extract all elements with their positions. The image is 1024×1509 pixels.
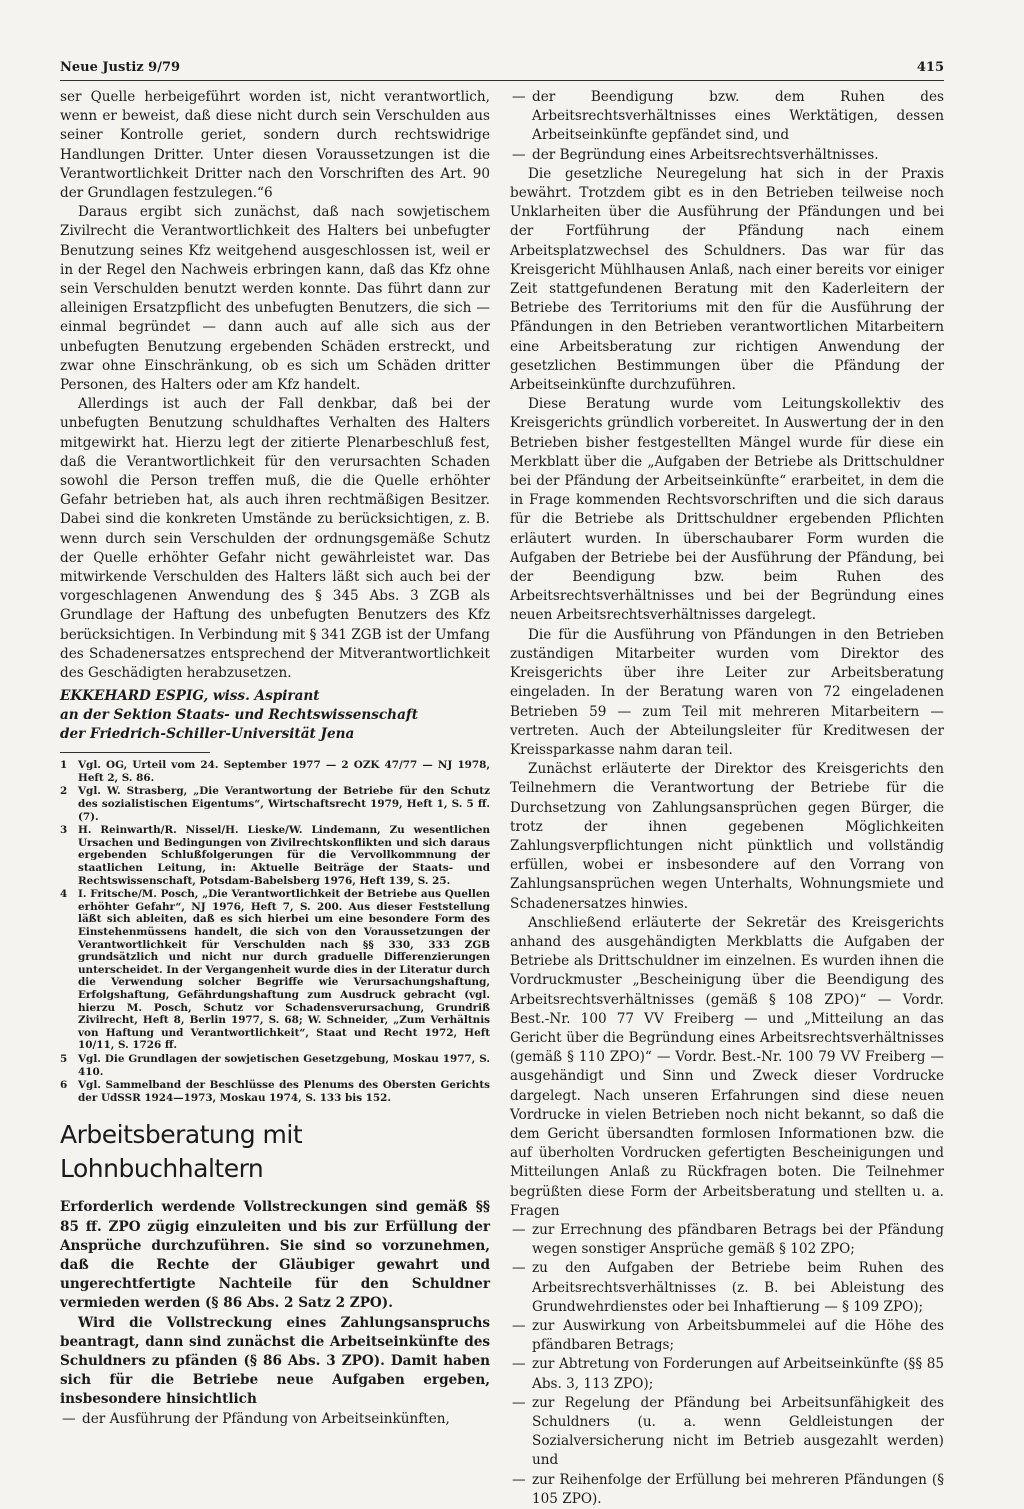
paragraph: ser Quelle herbeigeführt worden ist, nicht verantwortlich, wenn er beweist, daß diese nicht durch sein Verschulden aus seiner Kontrolle geriet, sondern durch rechtswidrige Handlungen Dritter. Unter diesen Voraussetzungen ist die Verantwortlichkeit Dritter nach den Vorschriften des Art. 90 der Grundlagen festzulegen.“6	[60, 89, 490, 202]
list-item	[510, 1259, 944, 1317]
signature-line: EKKEHARD ESPIG, wiss. Aspirant	[60, 688, 320, 705]
paragraph: Wird die Vollstreckung eines Zahlungsanspruchs beantragt, dann sind zunächst die Arbeitseinkünfte des Schuldners zu pfänden (§ 86 Abs. 3 ZPO). Damit haben sich für die Betriebe neue Aufgaben ergeben, insbesondere hinsichtlich	[60, 1314, 490, 1408]
page-number: 415	[916, 60, 944, 75]
list-item-text: zur Abtretung von Forderungen auf Arbeitseinkünfte (§§ 85 Abs. 3, 113 ZPO);	[532, 1356, 944, 1392]
dash-marker: —	[512, 1318, 526, 1334]
footnote-number: 4	[60, 888, 68, 901]
section-title: Arbeitsberatung mit Lohnbuchhaltern	[60, 1120, 303, 1184]
footnote-number: 3	[60, 824, 68, 837]
paragraph: Zunächst erläuterte der Direktor des Kreisgerichts den Teilnehmern die Verantwortung der Betriebe für die Durchsetzung von Zahlungsansprüchen gegen Bürger, die trotz der ihnen gegebenen Möglichkeiten Zahlungsverpflichtungen nicht pünktlich und vollständig erfüllen, wobei er insbesondere auf den Vorrang von Zahlungsansprüchen wegen Unterhalts, Wohnungsmiete und Schadenersatzes hinwies.	[510, 761, 944, 912]
footnote	[60, 824, 490, 887]
list-item	[510, 1394, 944, 1471]
footnote-rule	[60, 752, 210, 753]
author-signature	[60, 687, 490, 744]
footnote-text: Vgl. W. Strasberg, „Die Verantwortung der Betriebe für den Schutz des sozialistischen Eigentums“, Wirtschaftsrecht 1979, Heft 1, S. 5 ff. (7).	[78, 785, 490, 823]
left-column	[60, 88, 490, 1429]
list-item-text: zu den Aufgaben der Betriebe beim Ruhen des Arbeitsrechtsverhältnisses (z. B. bei Ableistung des Grundwehrdienstes oder bei Inhaftierung — § 109 ZPO);	[532, 1260, 944, 1315]
dash-marker: —	[512, 89, 526, 105]
list-item	[510, 1317, 944, 1355]
dash-marker: —	[512, 1221, 526, 1238]
footnote-text: I. Fritsche/M. Posch, „Die Verantwortlichkeit der Betriebe aus Quellen erhöhter Gefahr“, NJ 1976, Heft 7, S. 200. Aus dieser Feststellung läßt sich ableiten, daß es sich hierbei um eine besondere Form des Einstehenmüssens handelt, die sich von den Voraussetzungen der Verantwortlichkeit für Verschulden nach §§ 330, 333 ZGB grundsätzlich und nicht nur durch graduelle Differenzierungen unterscheidet. In der Vergangenheit wurde dies in der Literatur durch die Verwendung solcher Begriffe wie Verursachungshaftung, Erfolgshaftung, Gefährdungshaftung zum Ausdruck gebracht (vgl. hierzu M. Posch, Schutz vor Schadensverursachung, Grundriß Zivilrecht, Heft 8, Berlin 1977, S. 68; W. Schneider, „Zum Verhältnis von Haftung und Verantwortlichkeit“, Staat und Recht 1972, Heft 10/11, S. 1726 ff.	[78, 888, 490, 1052]
footnote	[60, 759, 490, 784]
list-item	[510, 88, 944, 146]
list-item-text: zur Errechnung des pfändbaren Betrags bei der Pfändung wegen sonstiger Ansprüche gemäß § 102 ZPO;	[532, 1221, 944, 1258]
list-item	[510, 1471, 944, 1509]
dash-list	[60, 1410, 490, 1429]
footnote-number: 6	[60, 1079, 68, 1092]
signature-line: der Friedrich-Schiller-Universität Jena	[60, 726, 355, 743]
list-item-text: zur Regelung der Pfändung bei Arbeitsunfähigkeit des Schuldners (u. a. wenn Geldleistungen der Sozialversicherung nicht im Betrieb ausgezahlt werden) und	[532, 1394, 944, 1469]
list-item-text: zur Auswirkung von Arbeitsbummelei auf die Höhe des pfändbaren Betrags;	[532, 1318, 944, 1354]
header-rule	[60, 80, 944, 81]
paragraph: Anschließend erläuterte der Sekretär des Kreisgerichts anhand des ausgehändigten Merkblatts die Aufgaben der Betriebe als Drittschuldner im einzelnen. Es wurden ihnen die Vordruckmuster „Bescheinigung über die Beendigung des Arbeitsrechtsverhältnisses (gemäß § 108 ZPO)“ — Vordr. Best.-Nr. 100 77 VV Freiberg — und „Mitteilung an das Gericht über die Begründung eines Arbeitsrechtsverhältnisses (gemäß § 110 ZPO)“ — Vordr. Best.-Nr. 100 79 VV Freiberg — ausgehändigt und Sinn und Zweck dieser Vordrucke dargelegt. Nach unseren Erfahrungen sind diese neuen Vordrucke in vielen Betrieben noch nicht bekannt, so daß die dem Gericht übersandten formlosen Informationen bzw. die auf überholten Vordrucken gefertigten Bescheinigungen und Mitteilungen Anlaß zu Rückfragen boten. Die Teilnehmer begrüßten diese Form der Arbeitsberatung und stellten u. a. Fragen	[510, 914, 944, 1219]
dash-list	[510, 1221, 944, 1509]
list-item-text: zur Reihenfolge der Erfüllung bei mehreren Pfändungen (§ 105 ZPO).	[532, 1471, 944, 1507]
footnote	[60, 1053, 490, 1078]
footnote-text: Vgl. Die Grundlagen der sowjetischen Gesetzgebung, Moskau 1977, S. 410.	[78, 1052, 490, 1078]
signature-line: an der Sektion Staats- und Rechtswissenschaft	[60, 707, 418, 724]
dash-marker: —	[512, 146, 526, 163]
list-item	[510, 146, 944, 165]
footnote	[60, 785, 490, 823]
paragraph: Die gesetzliche Neuregelung hat sich in der Praxis bewährt. Trotzdem gibt es in den Betrieben teilweise noch Unklarheiten über die Ausführung der Pfändungen und bei der Fortführung der Pfändung nach einem Arbeitsplatzwechsel des Schuldners. Das war für das Kreisgericht Mühlhausen Anlaß, nach einer bereits vor einiger Zeit stattgefundenen Beratung mit den Kaderleitern der Betriebe des Territoriums mit den für die Ausführung der Pfändungen in den Betrieben verantwortlichen Mitarbeitern eine Arbeitsberatung zur richtigen Anwendung der gesetzlichen Bestimmungen über die Pfändung der Arbeitseinkünfte durchzuführen.	[510, 165, 944, 394]
dash-list	[510, 88, 944, 165]
page-header	[60, 60, 944, 78]
list-item	[510, 1355, 944, 1393]
dash-marker: —	[62, 1410, 76, 1427]
list-item-text: der Begründung eines Arbeitsrechtsverhältnisses.	[532, 146, 879, 163]
footnote-number: 1	[60, 759, 68, 772]
footnote	[60, 1079, 490, 1104]
footnote-number: 5	[60, 1052, 68, 1065]
list-item-text: der Beendigung bzw. dem Ruhen des Arbeitsrechtsverhältnisses eines Werktätigen, dessen Arbeitseinkünfte gepfändet sind, und	[532, 89, 944, 144]
paragraph: Daraus ergibt sich zunächst, daß nach sowjetischem Zivilrecht die Verantwortlichkeit des Halters bei unbefugter Benutzung seines Kfz weitgehend ausgeschlossen ist, weil er in der Regel den Nachweis erbringen kann, daß das Kfz ohne sein Verschulden benutzt werden konnte. Das führt dann zur alleinigen Ersatzpflicht des unbefugten Benutzers, die sich — einmal begründet — dann auch auf alle sich aus der unbefugten Benutzung ergebenden Schäden erstreckt, und zwar ohne Einschränkung, ob es sich um Schäden dritter Personen, des Halters oder am Kfz handelt.	[60, 204, 490, 394]
list-item	[510, 1221, 944, 1259]
footnote-text: H. Reinwarth/R. Nissel/H. Lieske/W. Lindemann, Zu wesentlichen Ursachen und Bedingungen von Zivilrechtskonflikten und sich daraus ergebenden Schlußfolgerungen für die Vervollkommnung der staatlichen Leitung, in: Aktuelle Beiträge der Staats- und Rechtswissenschaft, Potsdam-Babelsberg 1976, Heft 139, S. 25.	[78, 824, 490, 887]
paragraph: Allerdings ist auch der Fall denkbar, daß bei der unbefugten Benutzung schuldhaftes Verhalten des Halters mitgewirkt hat. Hierzu legt der zitierte Plenarbeschluß fest, daß die Verantwortlichkeit für den verursachten Schaden sowohl die Person treffen muß, die die Quelle erhöhter Gefahr betrieben hat, als auch ihren rechtmäßigen Besitzer. Dabei sind die konkreten Umstände zu berücksichtigen, z. B. wenn durch sein Verschulden der ordnungsgemäße Schutz der Quelle erhöhter Gefahr nicht gewährleistet war. Das mitwirkende Verschulden des Halters läßt sich auch bei der vorgeschlagenen Anwendung des § 345 Abs. 3 ZGB als Grundlage der Haftung des unbefugten Benutzers des Kfz berücksichtigen. In Verbindung mit § 341 ZGB ist der Umfang des Schadenersatzes entsprechend der Mitverantwortlichkeit des Geschädigten herabzusetzen.	[60, 396, 490, 682]
footnote-text: Vgl. OG, Urteil vom 24. September 1977 — 2 OZK 47/77 — NJ 1978, Heft 2, S. 86.	[78, 759, 490, 784]
footnote	[60, 888, 490, 1052]
paragraph: Erforderlich werdende Vollstreckungen sind gemäß §§ 85 ff. ZPO zügig einzuleiten und bis zur Erfüllung der Ansprüche durchzuführen. Sie sind so vorzunehmen, daß die Rechte der Gläubiger gewahrt und ungerechtfertigte Nachteile für den Schuldner vermieden werden (§ 86 Abs. 2 Satz 2 ZPO).	[60, 1199, 490, 1312]
paragraph: Diese Beratung wurde vom Leitungskollektiv des Kreisgerichts gründlich vorbereitet. In Auswertung der in den Betrieben bisher festgestellten Mängel wurde für diese ein Merkblatt über die „Aufgaben der Betriebe als Drittschuldner bei der Pfändung der Arbeitseinkünfte“ erarbeitet, in dem die in Frage kommenden Rechtsvorschriften und die sich daraus für die Betriebe als Drittschuldner ergebenden Pflichten erläutert wurden. In überschaubarer Form wurden die Aufgaben der Betriebe bei der Ausführung der Pfändung, bei der Beendigung bzw. beim Ruhen des Arbeitsrechtsverhältnisses und bei der Begründung eines neuen Arbeitsrechtsverhältnisses dargelegt.	[510, 396, 944, 624]
dash-marker: —	[512, 1356, 526, 1373]
dash-marker: —	[512, 1260, 526, 1277]
dash-marker: —	[512, 1394, 526, 1411]
list-item-text: der Ausführung der Pfändung von Arbeitseinkünften,	[82, 1410, 450, 1427]
journal-issue: Neue Justiz 9/79	[60, 60, 181, 75]
dash-marker: —	[512, 1471, 526, 1488]
list-item	[60, 1410, 490, 1429]
paragraph: Die für die Ausführung von Pfändungen in den Betrieben zuständigen Mitarbeiter wurden vom Direktor des Kreisgerichts über ihre Leiter zur Arbeitsberatung eingeladen. In der Beratung waren von 72 eingeladenen Betrieben 59 — zum Teil mit mehreren Mitarbeitern — vertreten. Auch der Abteilungsleiter für Kreditwesen der Kreissparkasse nahm daran teil.	[510, 626, 944, 758]
footnote-text: Vgl. Sammelband der Beschlüsse des Plenums des Obersten Gerichts der UdSSR 1924—1973, Moskau 1974, S. 133 bis 152.	[78, 1079, 490, 1104]
right-column	[510, 88, 944, 1509]
footnote-number: 2	[60, 785, 68, 798]
